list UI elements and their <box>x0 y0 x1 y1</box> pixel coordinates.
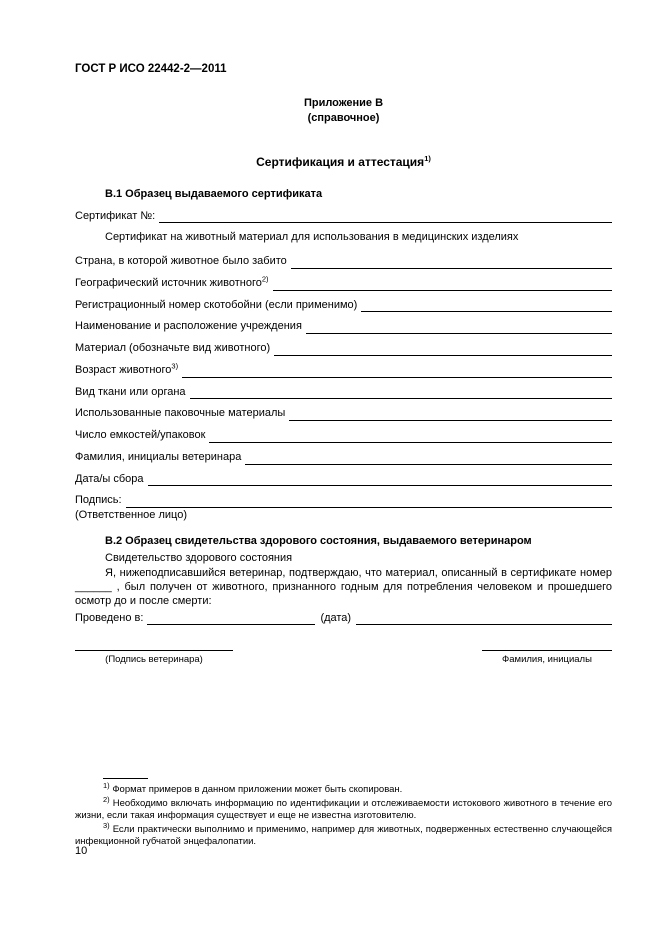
blank-line <box>306 321 612 334</box>
blank-line <box>291 256 612 269</box>
blank-line <box>190 386 612 399</box>
form-field-container-count <box>75 429 612 443</box>
form-field-institution <box>75 320 612 334</box>
veterinarian-signature-block <box>75 643 233 666</box>
blank-line <box>147 612 315 625</box>
footnote-1 <box>75 780 612 797</box>
standard-reference: ГОСТ Р ИСО 22442-2—2011 <box>75 63 227 75</box>
section-b1-heading: В.1 Образец выдаваемого сертификата <box>105 187 323 200</box>
conducted-at-field <box>75 612 612 626</box>
field-label: Наименование и расположение учреждения <box>75 320 302 333</box>
form-field-signature <box>75 494 612 508</box>
field-label: Сертификат №: <box>75 209 156 222</box>
footnote-3-marker: 3) <box>103 820 110 830</box>
blank-line <box>159 210 612 223</box>
blank-line <box>356 612 612 625</box>
field-label: Регистрационный номер скотобойни (если применимо) <box>75 298 358 311</box>
health-certificate-subheading: Свидетельство здорового состояния <box>105 551 293 564</box>
field-label: Число емкостей/упаковок <box>75 429 206 442</box>
name-caption: Фамилия, инициалы <box>502 654 592 666</box>
blank-line <box>148 473 612 486</box>
footnote-1-marker: 1) <box>103 780 110 790</box>
document-title <box>75 155 612 170</box>
field-label: Использованные паковочные материалы <box>75 407 286 420</box>
footnotes-section <box>75 778 612 850</box>
annex-label: Приложение В <box>303 97 384 110</box>
field-label: Возраст животного$^{3)}$ <box>75 361 179 376</box>
footnote-divider <box>103 778 148 779</box>
form-field-slaughterhouse-number <box>75 299 612 313</box>
form-field-packaging-materials <box>75 407 612 421</box>
field-label: Географический источник животного$^{2)}$ <box>75 274 269 289</box>
form-field-veterinarian-name <box>75 451 612 465</box>
blank-line <box>126 495 612 508</box>
field-label: Дата/ы сбора <box>75 472 144 485</box>
section-b2-heading: В.2 Образец свидетельства здорового состояния, выдаваемого ветеринаром <box>105 534 532 547</box>
blank-line <box>182 365 612 378</box>
blank-line <box>209 430 612 443</box>
form-field-collection-date <box>75 473 612 487</box>
blank-line <box>273 278 612 291</box>
form-field-country <box>75 255 612 269</box>
form-field-animal-age <box>75 361 612 378</box>
blank-line <box>289 408 612 421</box>
form-field-material <box>75 342 612 356</box>
blank-line <box>274 343 612 356</box>
form-field-geographic-source <box>75 274 612 291</box>
title-footnote-marker: 1) <box>424 153 431 163</box>
date-label: (дата) <box>320 611 352 624</box>
field-label: Вид ткани или органа <box>75 385 186 398</box>
signature-area <box>75 643 612 666</box>
certificate-subtitle: Сертификат на животный материал для использования в медицинских изделиях <box>105 231 519 244</box>
field-label: Фамилия, инициалы ветеринара <box>75 450 242 463</box>
annex-heading <box>75 96 612 125</box>
blank-line <box>361 299 612 312</box>
page-number: 10 <box>75 845 88 857</box>
footnote-3-text: Если практически выполнимо и применимо, например для животных, подверженных естественно случающейся инфекционной губчатой энцефалопатии. <box>75 823 612 848</box>
form-field-tissue-type <box>75 386 612 400</box>
field-label: Подпись: <box>75 494 122 507</box>
footnote-1-text: Формат примеров в данном приложении может быть скопирован. <box>112 784 403 795</box>
conducted-label: Проведено в: <box>75 611 144 624</box>
signature-line <box>75 643 233 651</box>
annex-type: (справочное) <box>307 111 380 124</box>
field-label: Материал (обозначьте вид животного) <box>75 342 271 355</box>
field-label: Страна, в которой животное было забито <box>75 255 287 268</box>
footnote-2-marker: 2) <box>103 794 110 804</box>
title-text: Сертификация и аттестация <box>256 154 425 169</box>
declaration-text: Я, нижеподписавшийся ветеринар, подтверждаю, что материал, описанный в сертификате номер ______ , был получен от животного, признанного годным для потребления человеком и прошедшего осмотр до и после смерти: <box>75 567 612 607</box>
name-initials-block <box>482 643 612 666</box>
signature-caption: (Подпись ветеринара) <box>105 654 203 666</box>
footnote-2 <box>75 794 613 823</box>
responsible-person-caption: (Ответственное лицо) <box>75 509 187 522</box>
certificate-number-field <box>75 210 612 224</box>
footnote-3 <box>75 820 612 849</box>
blank-line <box>245 452 612 465</box>
name-line <box>482 643 612 651</box>
footnote-2-text: Необходимо включать информацию по идентификации и отслеживаемости истокового животного в течение его жизни, если такая информация существует и еще не известна изготовителю. <box>75 797 613 822</box>
